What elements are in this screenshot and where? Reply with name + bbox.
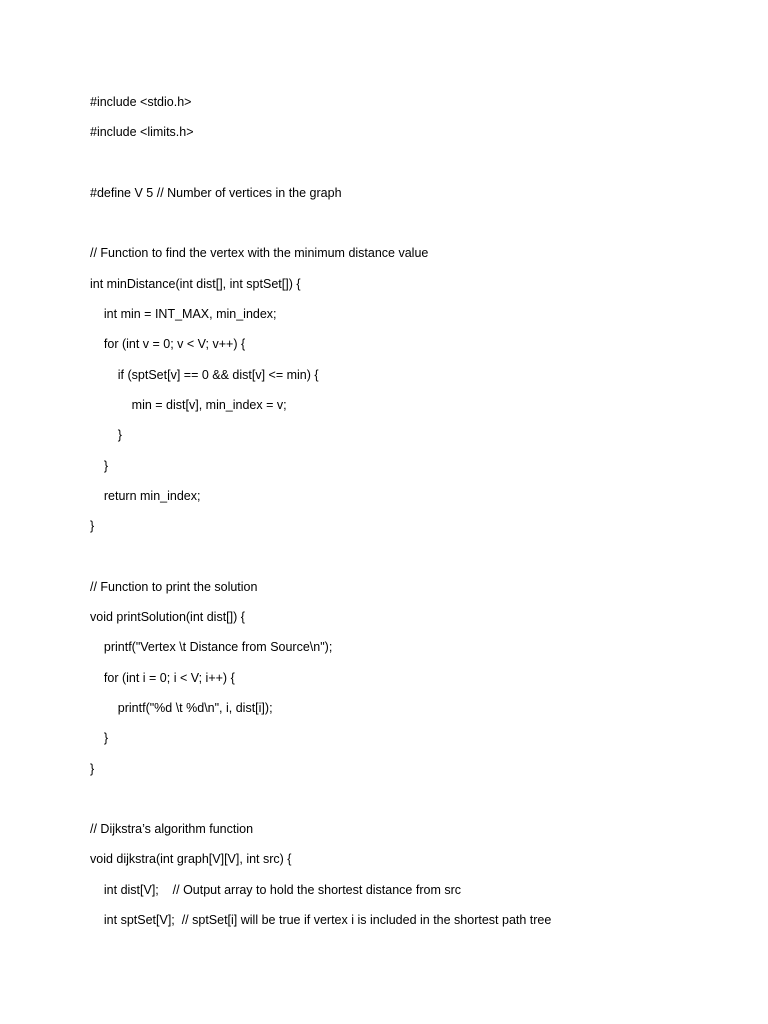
- code-line: #include <stdio.h>: [90, 95, 192, 109]
- code-line: int min = INT_MAX, min_index;: [90, 307, 277, 322]
- code-line: for (int i = 0; i < V; i++) {: [90, 670, 235, 685]
- blank-line: [90, 546, 730, 576]
- code-line: }: [90, 731, 109, 746]
- code-line: int sptSet[V]; // sptSet[i] will be true if vertex i is included in the shortest path tree: [90, 913, 552, 928]
- code-line: }: [90, 761, 95, 776]
- code-line: printf("%d \t %d\n", i, dist[i]);: [90, 700, 273, 715]
- code-line: void dijkstra(int graph[V][V], int src) {: [90, 852, 292, 867]
- code-line: printf("Vertex \t Distance from Source\n");: [90, 640, 333, 655]
- code-line: void printSolution(int dist[]) {: [90, 610, 245, 625]
- code-text-body: [90, 92, 730, 940]
- code-line: int dist[V]; // Output array to hold the shortest distance from src: [90, 882, 461, 897]
- code-comment-line: // Function to find the vertex with the minimum distance value: [90, 246, 429, 261]
- code-line: }: [90, 458, 109, 473]
- blank-line: [90, 789, 730, 819]
- blank-line: [90, 153, 730, 183]
- code-line: }: [90, 428, 122, 443]
- code-comment-line: // Function to print the solution: [90, 579, 258, 594]
- code-line: #define V 5 // Number of vertices in the graph: [90, 185, 342, 200]
- code-line: min = dist[v], min_index = v;: [90, 397, 287, 412]
- code-line: int minDistance(int dist[], int sptSet[]) {: [90, 276, 301, 291]
- code-line: #include <limits.h>: [90, 125, 194, 140]
- code-line: if (sptSet[v] == 0 && dist[v] <= min) {: [90, 367, 319, 382]
- code-line: }: [90, 519, 95, 534]
- code-line: for (int v = 0; v < V; v++) {: [90, 337, 246, 352]
- code-line: return min_index;: [90, 488, 201, 503]
- blank-line: [90, 213, 730, 243]
- code-comment-line: // Dijkstra’s algorithm function: [90, 822, 254, 837]
